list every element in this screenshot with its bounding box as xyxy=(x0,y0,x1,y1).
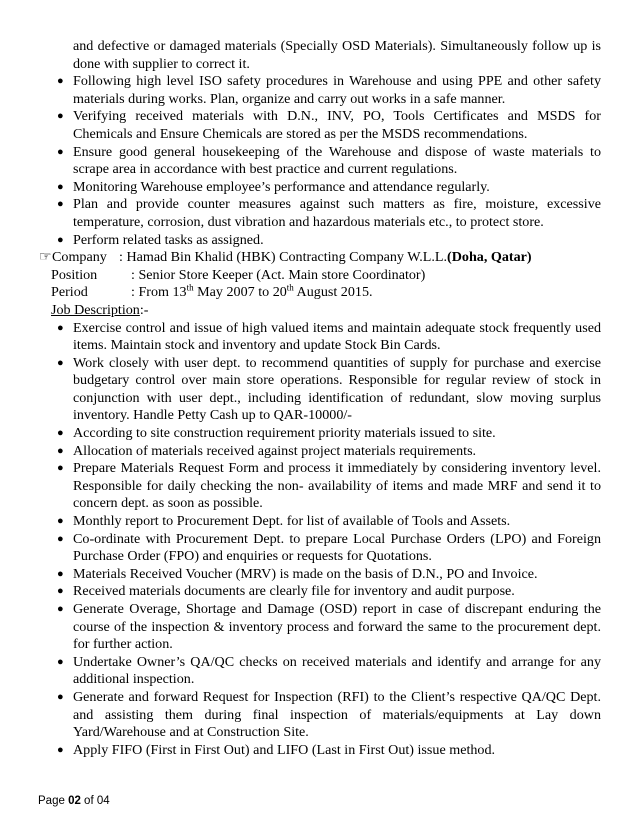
list-item: ● Following high level ISO safety procedures in Warehouse and using PPE and other safety materials during works. Plan, organize and carry out works in a safe manner. xyxy=(57,73,601,107)
bullet-icon: ● xyxy=(57,603,64,615)
bullet-list-job xyxy=(39,320,601,760)
bullet-icon: ● xyxy=(57,75,64,88)
period-label: Period xyxy=(51,284,88,301)
list-item: ● Apply FIFO (First in First Out) and LIFO (Last in First Out) issue method. xyxy=(57,741,496,758)
bullet-icon: ● xyxy=(57,567,64,580)
list-item: ● Undertake Owner’s QA/QC checks on received materials and identify and arrange for any additional inspection. xyxy=(57,653,601,688)
bullet-icon: ● xyxy=(57,198,64,211)
bullet-icon: ● xyxy=(57,690,64,703)
footer-page-prefix: Page xyxy=(38,795,69,807)
position-label: Position xyxy=(51,266,98,283)
bullet-icon: ● xyxy=(57,321,64,334)
bullet-icon: ● xyxy=(57,145,64,158)
list-item: ● Received materials documents are clearly file for inventory and audit purpose. xyxy=(57,583,515,600)
list-item: ● Exercise control and issue of high valued items and maintain adequate stock frequently used items. Maintain stock and inventory and update Stock Bin Cards. xyxy=(57,319,601,354)
job-entry xyxy=(39,249,601,319)
bullet-icon: ● xyxy=(57,462,64,475)
list-item: ● Co-ordinate with Procurement Dept. to prepare Local Purchase Orders (LPO) and Foreign Purchase Order (FPO) and enquiries or requests for Quotations. xyxy=(57,530,601,565)
bullet-icon: ● xyxy=(57,532,64,545)
bullet-icon: ● xyxy=(57,585,64,598)
company-row xyxy=(39,249,601,267)
bullet-icon: ● xyxy=(57,356,64,369)
footer-page-current: 02 xyxy=(68,795,81,807)
list-item: ● Verifying received materials with D.N., INV, PO, Tools Certificates and MSDS for Chemicals and Ensure Chemicals are stored as per the MSDS recommendations. xyxy=(57,108,601,142)
list-item: ● Monitoring Warehouse employee’s performance and attendance regularly. xyxy=(57,178,490,195)
list-item: ● According to site construction requirement priority materials issued to site. xyxy=(57,425,496,442)
bullet-icon: ● xyxy=(57,444,64,457)
footer-page-total: of 04 xyxy=(80,795,110,807)
bullet-icon: ● xyxy=(57,233,64,246)
bullet-icon: ● xyxy=(57,655,64,668)
page-content xyxy=(39,38,601,759)
list-item: ● Materials Received Voucher (MRV) is made on the basis of D.N., PO and Invoice. xyxy=(57,565,538,582)
bullet-icon: ● xyxy=(57,743,64,756)
bullet-icon: ● xyxy=(57,110,64,123)
period-value: : From 13th May 2007 to 20th August 2015. xyxy=(131,282,373,301)
list-item: ● Work closely with user dept. to recommend quantities of supply for purchase and exercise budgetary control over main store operations. Responsible for regular review of stock in conjunction with user dept., including identification of redundant, slow moving surplus inventory. Handle Petty Cash up to QAR-10000/- xyxy=(57,354,601,424)
bullet-list-top xyxy=(39,73,601,249)
job-description-heading: Job Description :- xyxy=(51,301,149,318)
list-item: ● Ensure good general housekeeping of the Warehouse and dispose of waste materials to scrape area in accordance with best practice and current regulations. xyxy=(57,143,601,178)
page-footer xyxy=(38,793,110,811)
job-description-label: Job Description xyxy=(51,301,140,318)
list-item: ● Monthly report to Procurement Dept. for list of available of Tools and Assets. xyxy=(57,513,511,530)
list-item: ● Plan and provide counter measures against such matters as fire, moisture, excessive temperature, corrosion, dust vibration and hazardous materials etc., to protect store. xyxy=(57,196,601,230)
bullet-icon: ● xyxy=(57,427,64,440)
position-value: : Senior Store Keeper (Act. Main store Coordinator) xyxy=(131,266,426,283)
list-item: ● Perform related tasks as assigned. xyxy=(57,231,264,248)
pointing-hand-icon: ☞ xyxy=(39,249,52,266)
list-item: ● Prepare Materials Request Form and process it immediately by considering inventory level. Responsible for daily checking the non- availability of items and made MRF and send it to concern dept. as soon as possible. xyxy=(57,460,601,512)
company-label: Company xyxy=(52,249,107,266)
company-value: : Hamad Bin Khalid (HBK) Contracting Company W.L.L. xyxy=(119,249,448,266)
bullet-icon: ● xyxy=(57,515,64,528)
company-location: (Doha, Qatar) xyxy=(447,249,532,266)
continuation-paragraph: and defective or damaged materials (Specially OSD Materials). Simultaneously follow up is done with supplier to correct it. xyxy=(73,38,601,72)
list-item: ● Generate and forward Request for Inspection (RFI) to the Client’s respective QA/QC Dept. and assisting them during final inspection of materials/equipments at Lay down Yard/Warehouse and at Construction Site. xyxy=(57,688,601,741)
period-row xyxy=(39,284,601,302)
list-item: ● Generate Overage, Shortage and Damage (OSD) report in case of discrepant enduring the course of the inspection & inventory process and forward the same to the procurement dept. for further action. xyxy=(57,601,601,653)
position-row xyxy=(39,267,601,285)
list-item: ● Allocation of materials received against project materials requirements. xyxy=(57,442,477,459)
bullet-icon: ● xyxy=(57,180,64,193)
